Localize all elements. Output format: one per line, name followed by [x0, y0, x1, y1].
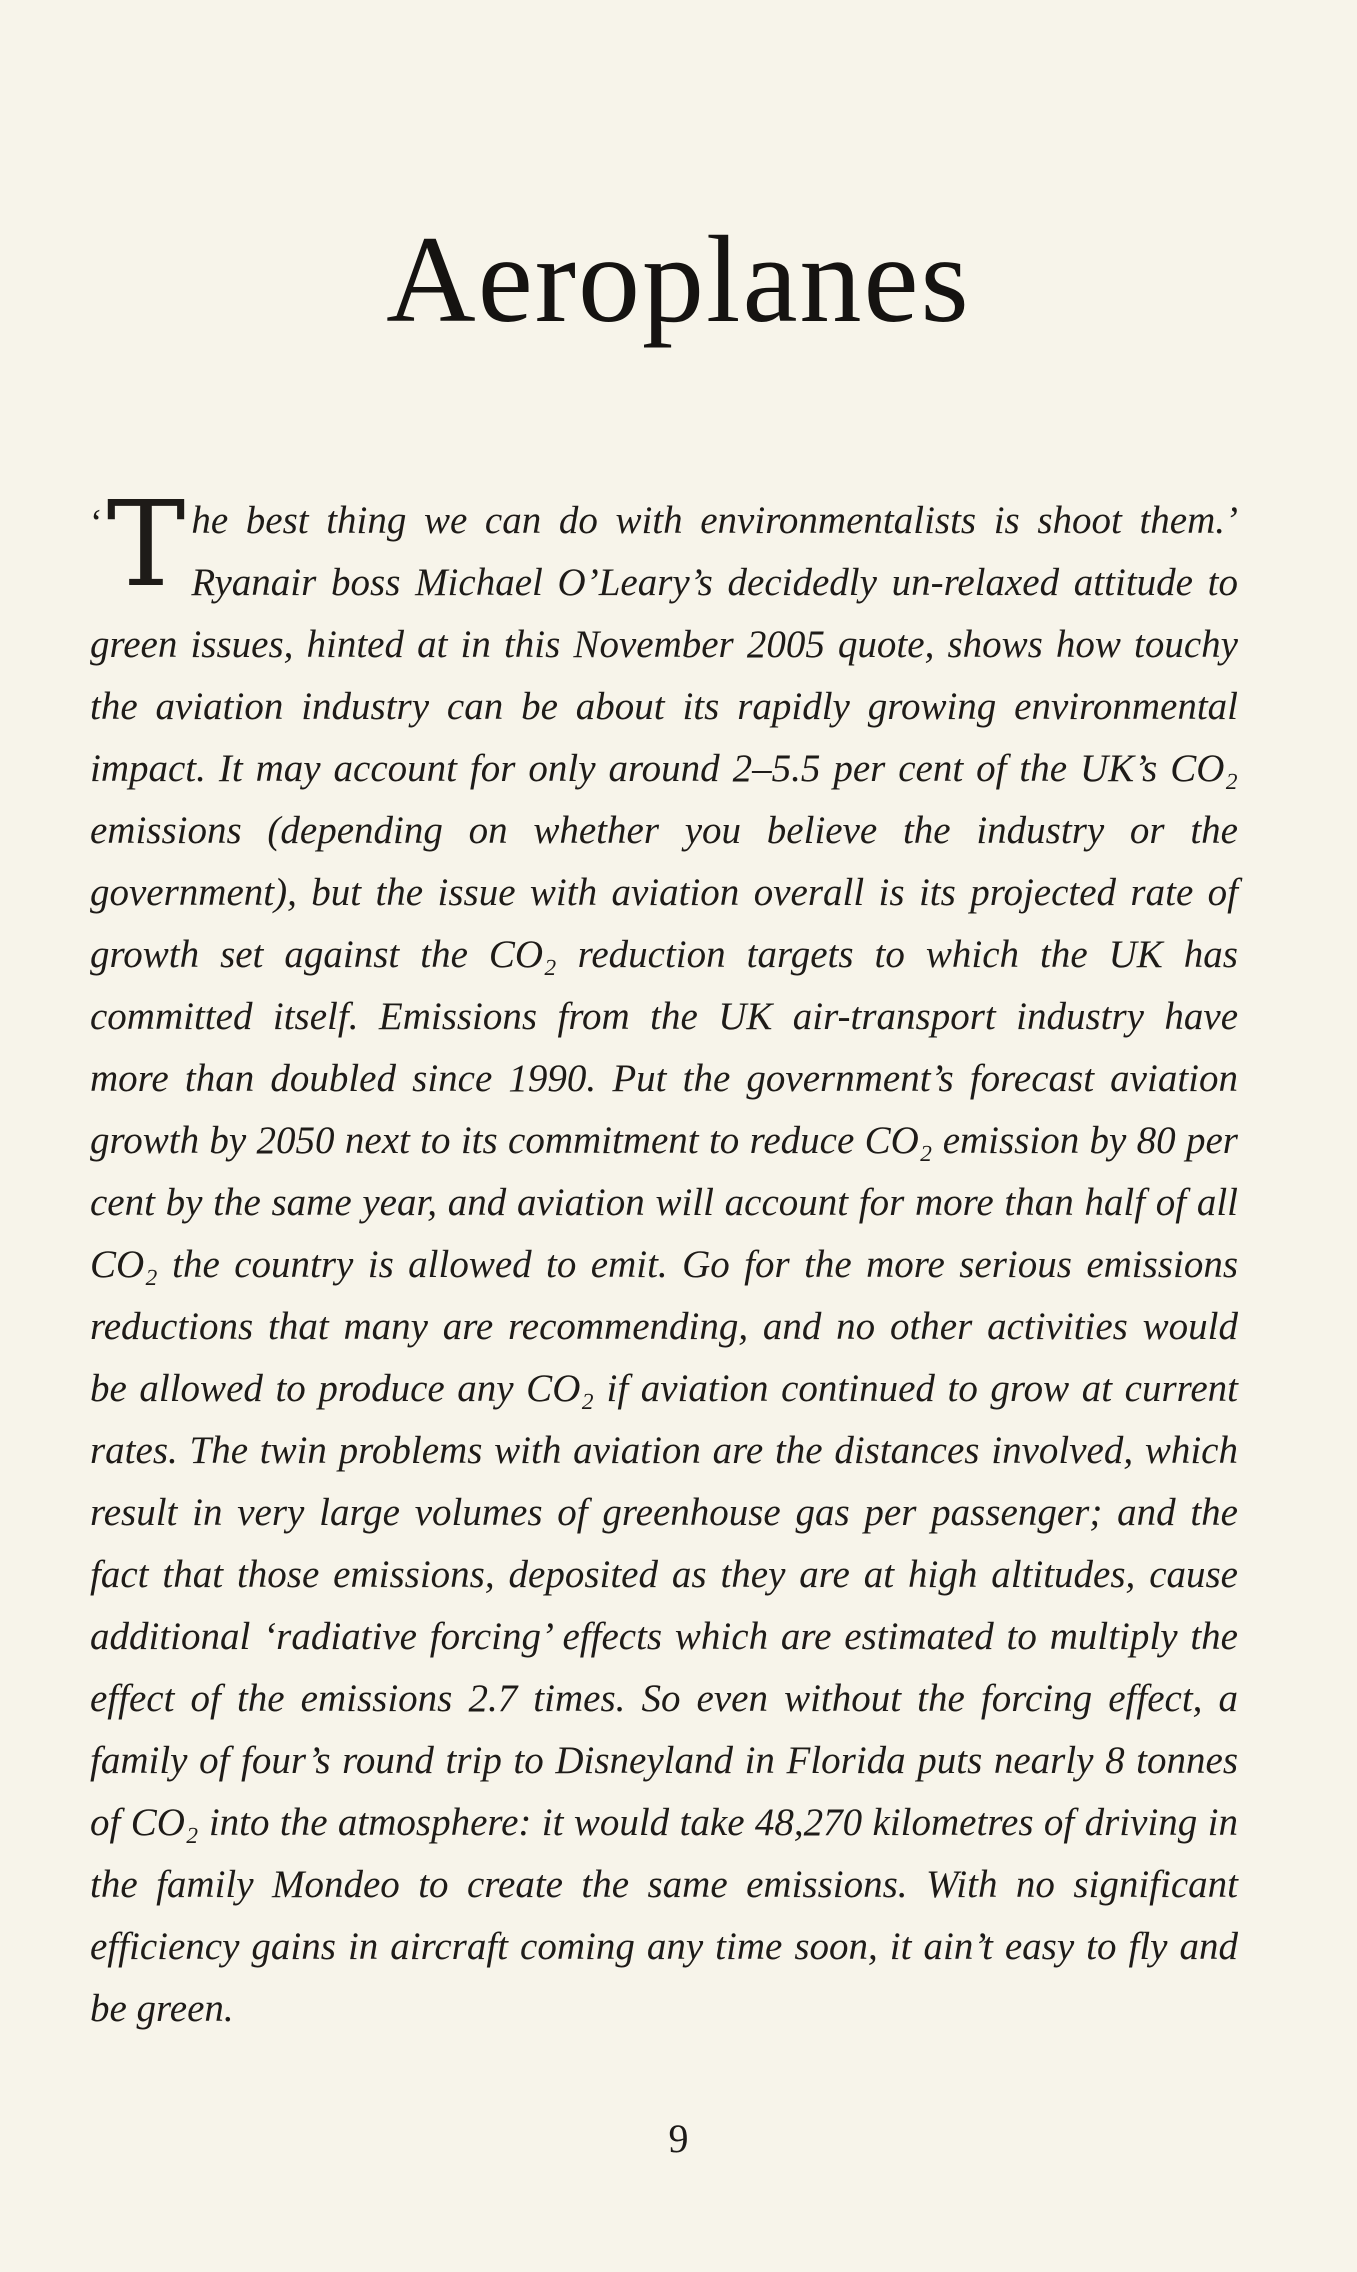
page-title: Aeroplanes — [386, 211, 971, 348]
opening-quote-mark: ‘ — [90, 502, 103, 544]
body-text: he best thing we can do with environmentalists is shoot them.’ Ryanair boss Michael O’Leary’s decidedly un-relaxed attitude to green issues, hinted at in this November 2005 quote, shows how touchy the aviation industry can be about its rapidly growing environmental impact. It may account for only around 2–5.5 per cent of the UK’s CO₂ emissions (depending on whether you believe the industry or the government), but the issue with aviation overall is its projected rate of growth set against the CO₂ reduction targets to which the UK has committed itself. Emissions from the UK air-transport industry have more than doubled since 1990. Put the government’s forecast aviation growth by 2050 next to its commitment to reduce CO₂ emission by 80 per cent by the same year, and aviation will account for more than half of all CO₂ the country is allowed to emit. Go for the more serious emissions reductions that many are recommending, and no other activities would be allowed to produce any CO₂ if aviation continued to grow at current rates. The twin problems with aviation are the distances involved, which result in very large volumes of greenhouse gas per passenger; and the fact that those emissions, deposited as they are at high altitudes, cause additional ‘radiative forcing’ effects which are estimated to multiply the effect of the emissions 2.7 times. So even without the forcing effect, a family of four’s round trip to Disneyland in Florida puts nearly 8 tonnes of CO₂ into the atmosphere: it would take 48,270 kilometres of driving in the family Mondeo to create the same emissions. With no significant efficiency gains in aircraft coming any time soon, it ain’t easy to fly and be green. — [90, 499, 1238, 2030]
page-number: 9 — [668, 2116, 689, 2161]
dropcap-block — [90, 475, 186, 613]
dropcap-letter: T — [106, 475, 186, 613]
body-paragraph — [90, 475, 1238, 2040]
